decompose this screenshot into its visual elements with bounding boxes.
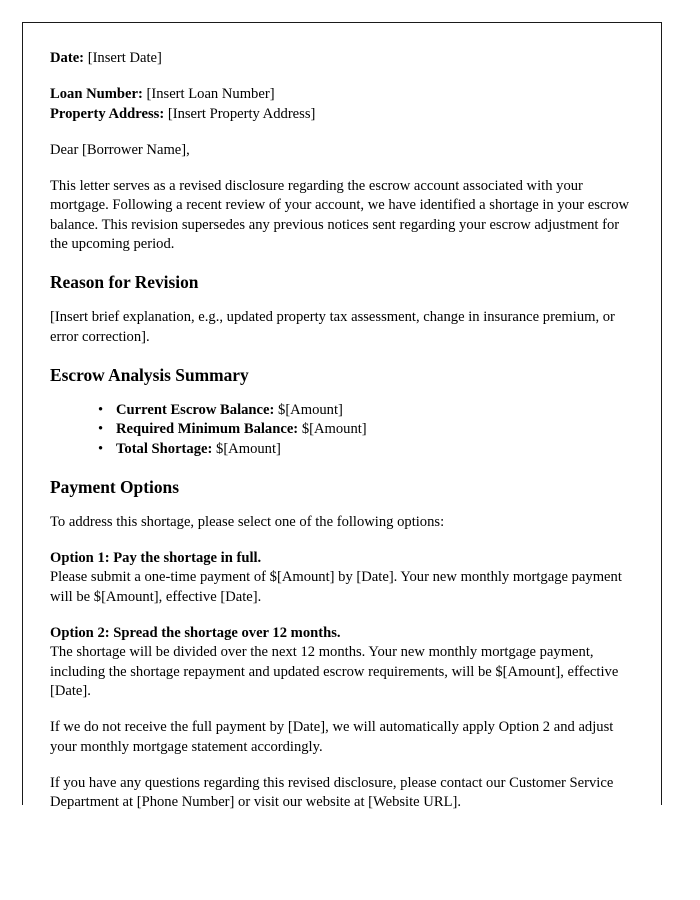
- bullet-label-total-shortage: Total Shortage:: [116, 440, 213, 457]
- date-label: Date:: [50, 50, 85, 66]
- payment-options-intro: To address this shortage, please select one of the following options:: [50, 513, 445, 530]
- payment-option-1-text: Please submit a one-time payment of $[Amount] by [Date]. Your new monthly mortgage payment will be $[Amount], effective [Date].: [50, 569, 622, 605]
- payment-option-1: [50, 549, 630, 607]
- section-heading-reason-for-revision: Reason for Revision: [50, 272, 199, 293]
- reason-for-revision-body: [Insert brief explanation, e.g., updated property tax assessment, change in insurance premium, or error correction].: [50, 309, 615, 345]
- bullet-value-total-shortage: $[Amount]: [216, 440, 281, 457]
- salutation: Dear [Borrower Name],: [50, 141, 190, 158]
- loan-identification-block: [50, 85, 630, 124]
- payment-option-1-title: Option 1: Pay the shortage in full.: [50, 550, 262, 567]
- letter-date-line: [50, 49, 630, 68]
- property-address-line: [50, 105, 630, 124]
- customer-service-contact-paragraph: If you have any questions regarding this revised disclosure, please contact our Customer Service Department at [Phone Number] or visit our website at [Website URL].: [50, 774, 614, 811]
- list-item: [50, 440, 630, 459]
- bullet-label-required-minimum-balance: Required Minimum Balance:: [116, 421, 299, 438]
- payment-option-2: [50, 624, 630, 701]
- payment-option-2-text: The shortage will be divided over the next 12 months. Your new monthly mortgage payment, including the shortage repayment and updated escrow requirements, will be $[Amount], effective [Date].: [50, 644, 619, 699]
- list-item: [50, 401, 630, 420]
- section-heading-escrow-analysis-summary: Escrow Analysis Summary: [50, 364, 249, 385]
- bullet-label-current-escrow-balance: Current Escrow Balance:: [116, 401, 275, 418]
- document-body: [50, 49, 630, 829]
- bullet-value-required-minimum-balance: $[Amount]: [301, 421, 367, 438]
- loan-number-value: [Insert Loan Number]: [146, 86, 275, 103]
- intro-paragraph: This letter serves as a revised disclosure regarding the escrow account associated with your mortgage. Following a recent review of your account, we have identified a shortage in your escrow balance. This revision supersedes any previous notices sent regarding your escrow adjustment for the upcoming period.: [50, 178, 630, 253]
- document-page-frame: [22, 22, 662, 811]
- property-address-value: [Insert Property Address]: [167, 105, 316, 122]
- loan-number-label: Loan Number:: [50, 86, 143, 103]
- loan-number-line: [50, 85, 630, 104]
- payment-option-2-title: Option 2: Spread the shortage over 12 months.: [50, 625, 341, 642]
- default-option-notice: If we do not receive the full payment by [Date], we will automatically apply Option 2 and adjust your monthly mortgage statement accordingly.: [50, 719, 614, 755]
- list-item: [50, 420, 630, 439]
- date-value: [Insert Date]: [87, 50, 162, 66]
- property-address-label: Property Address:: [50, 105, 165, 122]
- section-heading-payment-options: Payment Options: [50, 476, 179, 497]
- escrow-analysis-bullet-list: [50, 401, 630, 459]
- bullet-value-current-escrow-balance: $[Amount]: [278, 401, 343, 418]
